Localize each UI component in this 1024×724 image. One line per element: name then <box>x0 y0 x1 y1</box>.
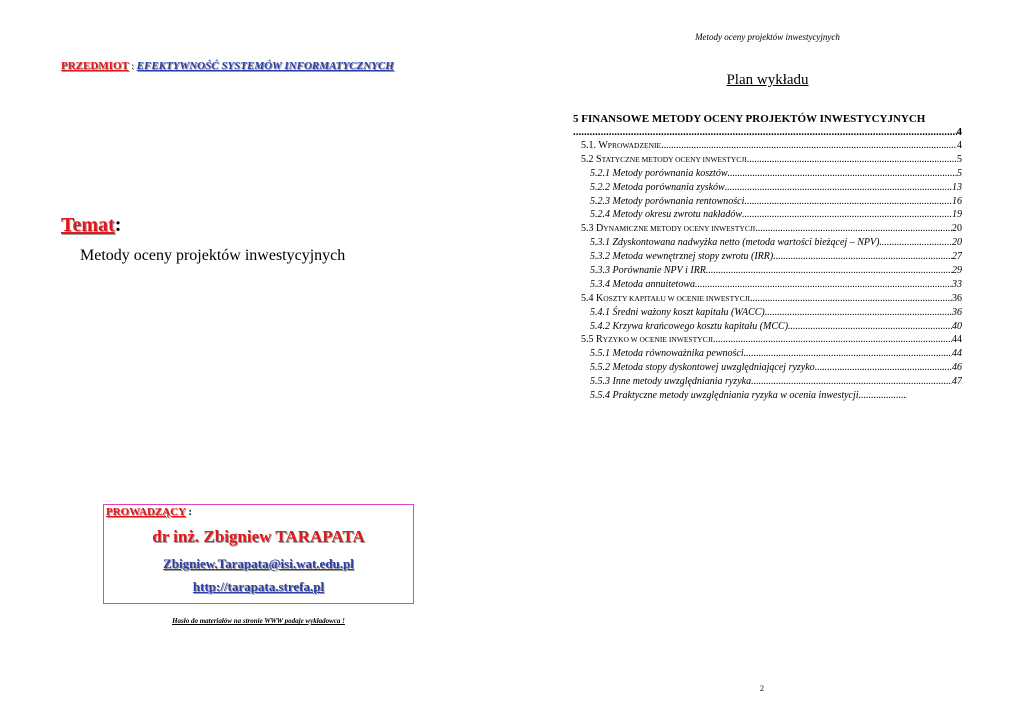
toc-dot-leader <box>573 125 957 139</box>
toc-entry[interactable] <box>573 236 962 250</box>
toc-entry-page: 5 <box>957 167 962 179</box>
toc-entry-label <box>590 278 695 292</box>
toc-entry-label <box>590 375 751 389</box>
toc-entry-number: 5.1. <box>581 140 599 151</box>
toc-entry-title: Średni ważony koszt kapitału (WACC) <box>612 306 765 318</box>
toc-dot-leader <box>859 389 907 403</box>
toc-entry-title: Metody okresu zwrotu nakładów <box>612 209 743 221</box>
toc-dot-leader <box>815 361 952 375</box>
toc-dot-leader <box>728 167 958 181</box>
toc-dot-leader <box>742 208 952 222</box>
toc-entry[interactable] <box>573 306 962 320</box>
running-header: Metody oceny projektów inwestycyjnych <box>695 32 840 42</box>
toc-entry[interactable] <box>573 320 962 334</box>
toc-entry-title: W <box>598 140 608 151</box>
toc-entry-number: 5.3.3 <box>590 265 613 277</box>
toc-dot-leader <box>661 139 957 153</box>
toc-entry-label <box>581 292 750 306</box>
toc-entry-title: Metoda annuitetowa <box>612 278 695 290</box>
subject-label: PRZEDMIOT <box>61 60 129 72</box>
toc-dot-leader <box>765 306 952 320</box>
subject-line <box>61 60 394 72</box>
toc-entry[interactable] <box>573 292 962 306</box>
toc-entry-title-smallcaps: TATYCZNE METODY OCENY INWESTYCJI <box>601 154 747 164</box>
toc-entry[interactable] <box>573 167 962 181</box>
toc-entry[interactable] <box>573 278 962 292</box>
toc-entry-title: Metoda stopy dyskontowej uwzględniającej ryzyko <box>612 362 815 374</box>
toc-entry-label <box>590 181 725 195</box>
toc-entry[interactable] <box>573 333 962 347</box>
toc-entry-title: Metody porównania rentowności <box>612 195 745 207</box>
lecturer-separator: : <box>188 506 193 518</box>
toc-entry-title: Inne metody uwzględniania ryzyka <box>612 376 752 388</box>
toc-entry-page: 29 <box>952 265 962 277</box>
toc-entry-number: 5.3 <box>581 223 596 235</box>
topic-colon: : <box>114 214 122 236</box>
toc-dot-leader <box>751 375 952 389</box>
topic-text: Metody oceny projektów inwestycyjnych <box>80 247 346 264</box>
toc-entry-label <box>590 320 788 334</box>
toc-entry-page: 36 <box>952 292 962 304</box>
toc-entry-title-smallcaps: PROWADZENIE <box>607 141 662 150</box>
toc-entry[interactable] <box>573 264 962 278</box>
toc-entry-page: 20 <box>952 223 962 235</box>
toc-entry[interactable] <box>573 250 962 264</box>
toc-entry-title: Krzywa krańcowego kosztu kapitału (MCC) <box>612 320 789 332</box>
toc-entry-label <box>590 347 744 361</box>
toc-entries <box>573 125 962 403</box>
toc-entry-number: 5.2.2 <box>590 181 613 193</box>
password-note: Hasło do materiałów na stronie WWW podaje wykładowca ! <box>172 617 345 625</box>
toc-dot-leader <box>788 320 952 334</box>
toc-entry[interactable] <box>573 139 962 153</box>
toc-entry-number: 5.4.1 <box>590 306 613 318</box>
toc-entry-label <box>590 361 815 375</box>
toc-entry-title: Zdyskontowana nadwyżka netto (metoda wartości bieżącej – NPV) <box>612 237 880 249</box>
toc-dot-leader <box>706 264 952 278</box>
toc-entry-title: K <box>596 292 604 304</box>
lecturer-label-line <box>106 506 192 518</box>
toc-entry[interactable] <box>573 208 962 222</box>
lecturer-website-link[interactable]: http://tarapata.strefa.pl <box>192 579 325 594</box>
toc-entry[interactable] <box>573 195 962 209</box>
toc-entry-number: 5.5.1 <box>590 348 613 360</box>
toc-entry-title: Praktyczne metody uwzględniania ryzyka w ocenia inwestycji <box>612 390 859 402</box>
lecturer-box <box>103 504 414 604</box>
toc-dot-leader <box>695 278 952 292</box>
toc-dot-leader <box>773 250 952 264</box>
toc-entry-page: 44 <box>952 348 962 360</box>
toc-entry-number: 5.5 <box>581 334 596 346</box>
toc-entry-number: 5.2 <box>581 153 596 165</box>
toc-entry-page: 27 <box>952 251 962 263</box>
toc-entry-label <box>590 208 742 222</box>
toc-entry-title-smallcaps: YZYKO W OCENIE INWESTYCJI <box>602 335 714 345</box>
toc-entry-page: 33 <box>952 278 962 290</box>
toc-entry-number: 5.5.3 <box>590 376 613 388</box>
toc-entry-title: Metoda równoważnika pewności <box>612 348 744 360</box>
toc-entry-page: 20 <box>952 237 962 249</box>
toc-entry-title: D <box>596 223 604 235</box>
toc-dot-leader <box>879 236 952 250</box>
toc-entry-number: 5.4.2 <box>590 320 613 332</box>
toc-entry-label <box>581 333 713 347</box>
subject-separator: : <box>131 61 134 71</box>
toc-entry-label <box>590 167 728 181</box>
toc-entry-page: 4 <box>957 140 962 151</box>
toc-entry-number: 5.2.1 <box>590 167 613 179</box>
lecturer-email-link[interactable]: Zbigniew.Tarapata@isi.wat.edu.pl <box>163 556 354 571</box>
toc-entry[interactable] <box>573 181 962 195</box>
toc-entry-title: R <box>596 334 603 346</box>
topic-heading <box>61 214 121 237</box>
toc-entry-number: 5.2.3 <box>590 195 613 207</box>
toc-entry-title: Metoda wewnętrznej stopy zwrotu (IRR) <box>612 251 774 263</box>
toc-entry-label <box>590 236 879 250</box>
topic-label: Temat <box>61 214 115 236</box>
table-of-contents <box>573 113 962 403</box>
toc-entry[interactable] <box>573 361 962 375</box>
toc-entry-title: S <box>596 153 602 165</box>
toc-entry-page: 4 <box>956 126 962 138</box>
toc-entry[interactable] <box>573 153 962 167</box>
toc-dot-leader <box>725 181 952 195</box>
toc-entry-page: 16 <box>952 195 962 207</box>
toc-entry-label <box>581 139 661 153</box>
toc-entry-number: 5.3.4 <box>590 278 613 290</box>
toc-dot-leader <box>755 222 952 236</box>
toc-dot-leader <box>744 347 952 361</box>
subject-value: EFEKTYWNOŚĆ SYSTEMÓW INFORMATYCZNYCH <box>136 60 394 72</box>
toc-chapter-title: 5 FINANSOWE METODY OCENY PROJEKTÓW INWESTYCYJNYCH <box>573 113 926 125</box>
toc-dot-leader <box>744 195 952 209</box>
toc-entry-label <box>590 306 765 320</box>
toc-entry-label <box>581 222 755 236</box>
toc-entry-page: 44 <box>952 334 962 346</box>
toc-entry-page: 40 <box>952 320 962 332</box>
toc-entry-page: 19 <box>952 209 962 221</box>
toc-entry-number: 5.3.2 <box>590 251 613 263</box>
toc-entry-number: 5.5.2 <box>590 362 613 374</box>
page-number: 2 <box>760 684 764 693</box>
toc-entry-label <box>590 389 859 403</box>
toc-dot-leader <box>747 153 957 167</box>
toc-entry[interactable] <box>573 125 962 139</box>
toc-entry-title: Metody porównania kosztów <box>612 167 728 179</box>
toc-entry-title: Porównanie NPV i IRR <box>612 265 706 277</box>
toc-entry-title-smallcaps: OSZTY KAPITAŁU W OCENIE INWESTYCJI <box>603 293 750 303</box>
toc-entry-number: 5.5.4 <box>590 390 613 402</box>
toc-entry-page: 36 <box>952 306 962 318</box>
toc-dot-leader <box>713 333 952 347</box>
lecturer-name: dr inż. Zbigniew TARAPATA <box>152 527 365 546</box>
plan-title: Plan wykładu <box>726 72 809 88</box>
toc-entry[interactable] <box>573 375 962 389</box>
toc-entry[interactable] <box>573 222 962 236</box>
toc-entry-page: 13 <box>952 181 962 193</box>
toc-entry-number: 5.2.4 <box>590 209 613 221</box>
toc-entry-title: Metoda porównania zysków <box>612 181 725 193</box>
toc-entry-label <box>581 153 747 167</box>
toc-entry-title-smallcaps: YNAMICZNE METODY OCENY INWESTYCJI <box>603 224 756 234</box>
toc-entry-label <box>590 195 744 209</box>
toc-entry-number: 5.3.1 <box>590 237 613 249</box>
toc-entry[interactable] <box>573 347 962 361</box>
toc-entry-number: 5.4 <box>581 292 596 304</box>
toc-entry-label <box>590 250 773 264</box>
toc-entry-label <box>590 264 706 278</box>
toc-entry[interactable] <box>573 389 962 403</box>
lecturer-label: PROWADZĄCY <box>106 506 186 518</box>
toc-entry-page: 47 <box>952 376 962 388</box>
toc-entry-page: 46 <box>952 362 962 374</box>
toc-dot-leader <box>750 292 952 306</box>
toc-entry-page: 5 <box>957 153 962 165</box>
